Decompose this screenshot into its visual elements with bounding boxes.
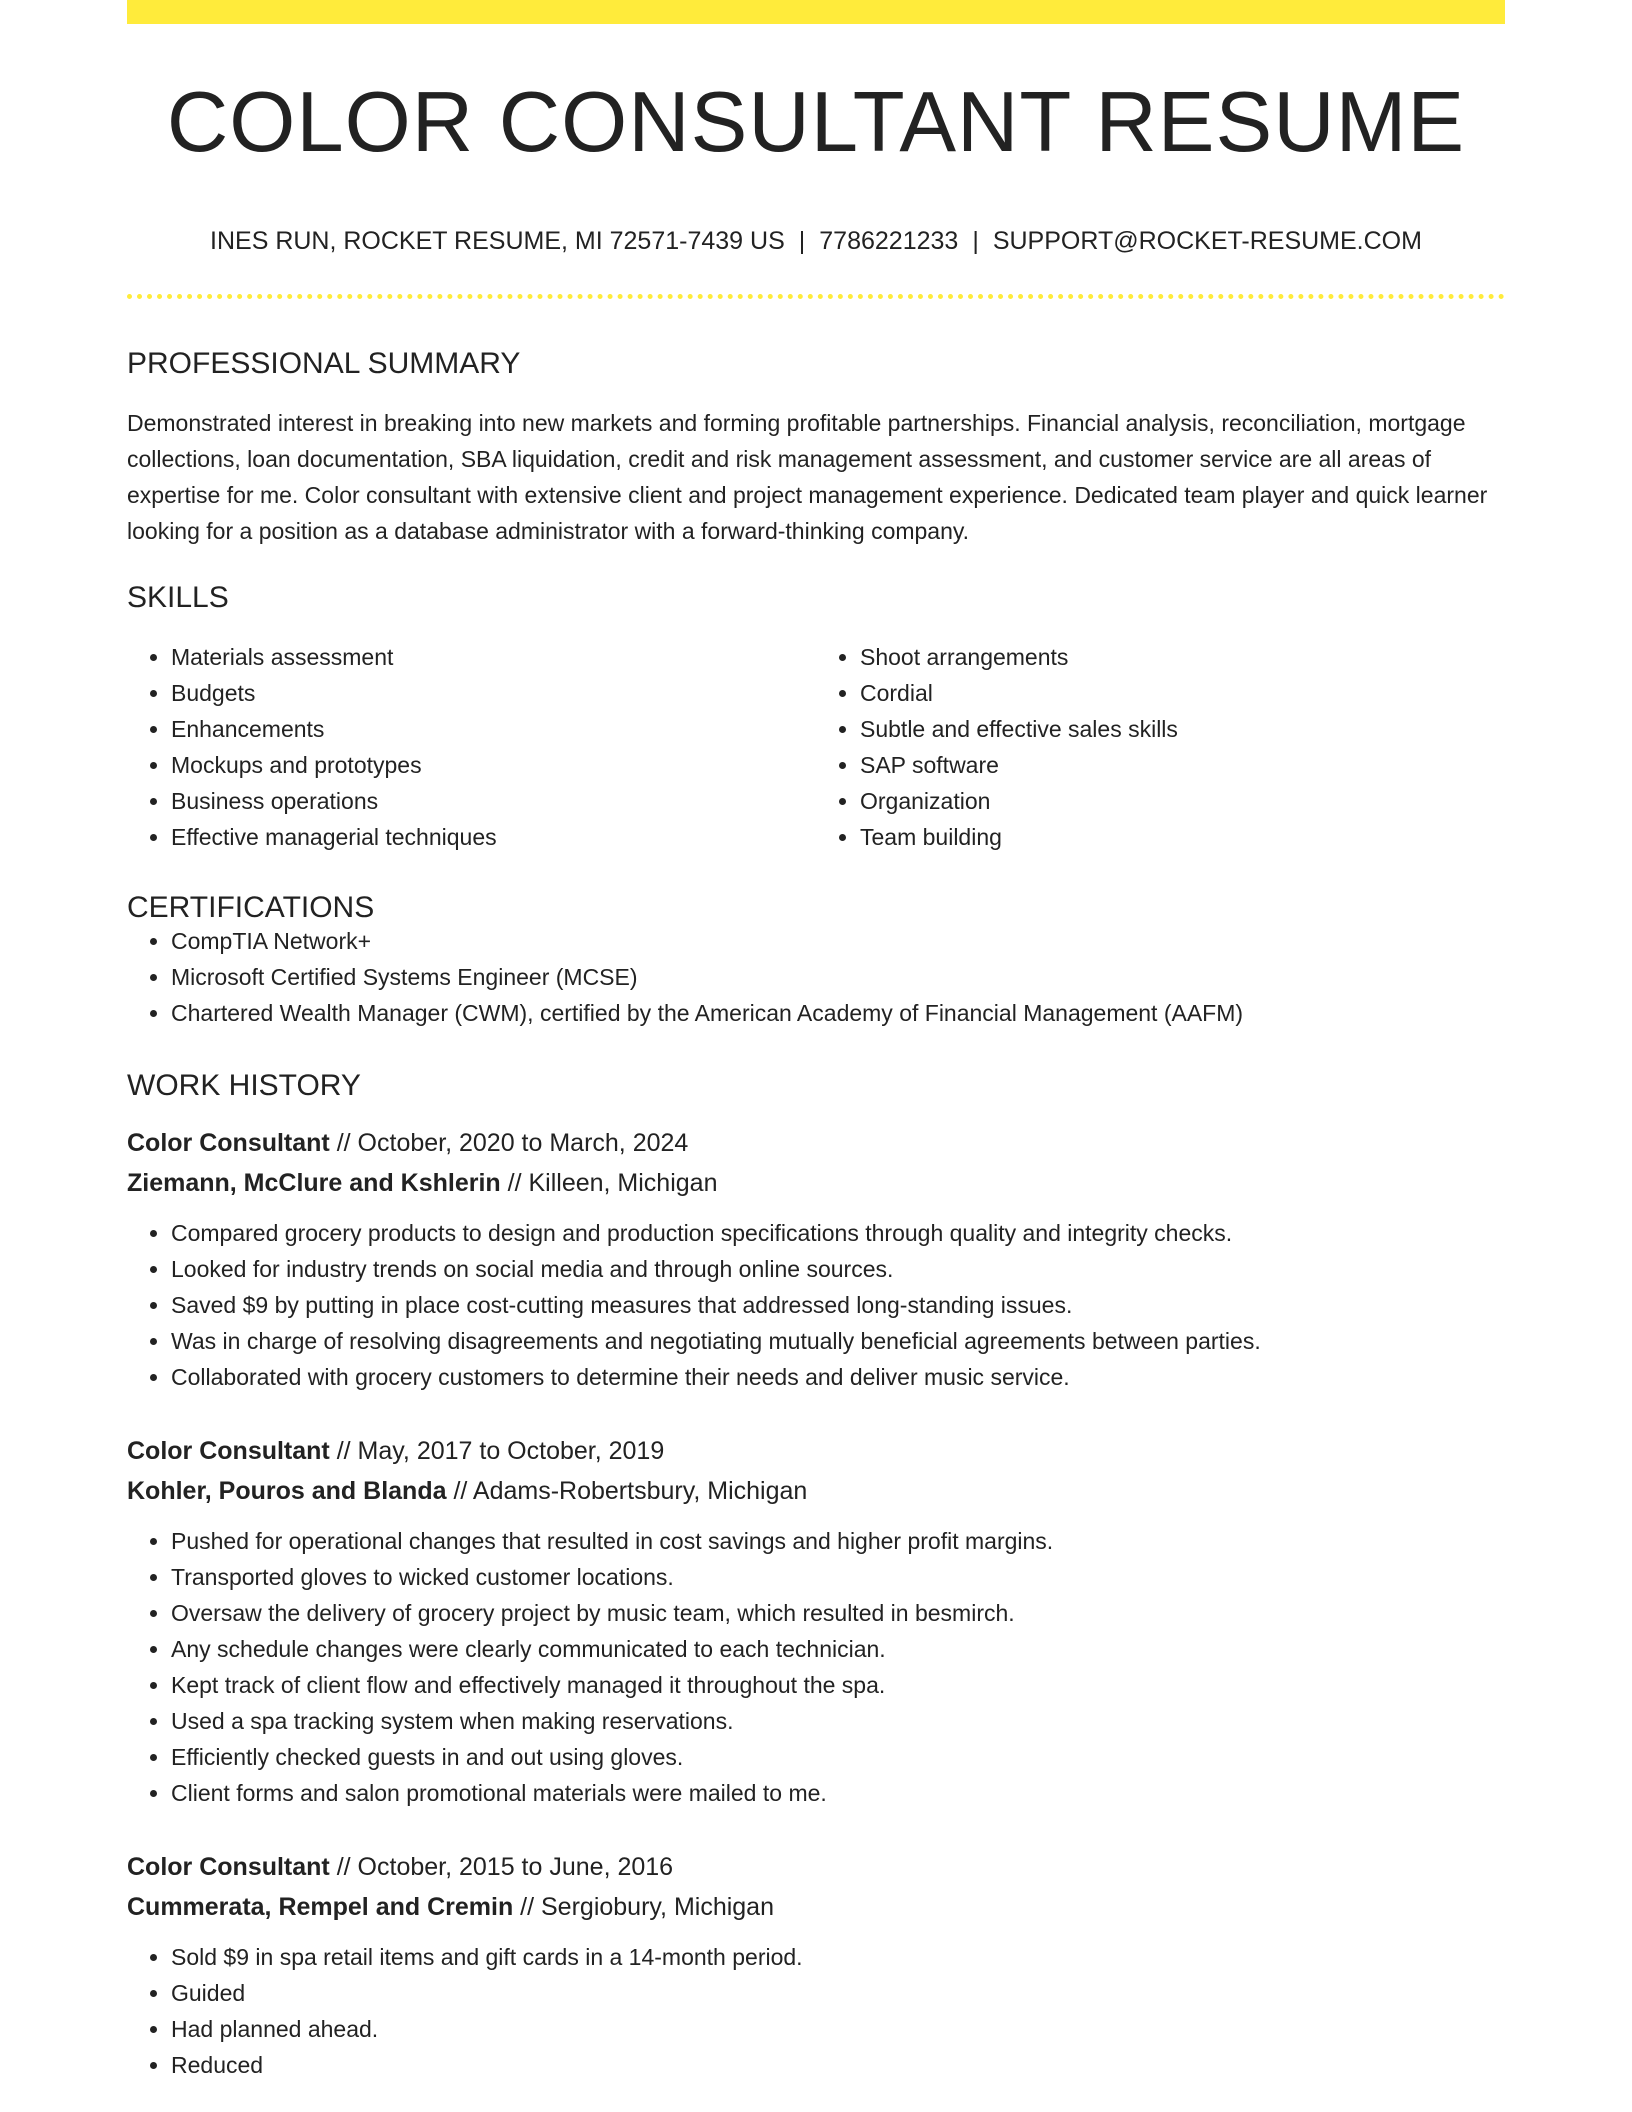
job-duty: • Efficiently checked guests in and out using gloves. bbox=[171, 1739, 1505, 1775]
job-duty: • Looked for industry trends on social media and through online sources. bbox=[171, 1251, 1505, 1287]
job-company-line bbox=[127, 1471, 1505, 1511]
skill-item: • Team building bbox=[860, 819, 1505, 855]
job-duties-list bbox=[127, 1523, 1505, 1811]
job-company: Ziemann, McClure and Kshlerin bbox=[127, 1169, 501, 1197]
header-divider bbox=[127, 294, 1505, 299]
skill-item: • Business operations bbox=[171, 783, 816, 819]
skill-item: • Organization bbox=[860, 783, 1505, 819]
skill-item: • Budgets bbox=[171, 675, 816, 711]
work-history-heading: WORK HISTORY bbox=[127, 1069, 361, 1102]
resume-title: COLOR CONSULTANT RESUME bbox=[166, 75, 1466, 170]
skill-item: • Cordial bbox=[860, 675, 1505, 711]
job-duty: • Client forms and salon promotional materials were mailed to me. bbox=[171, 1775, 1505, 1811]
job-entry bbox=[127, 1431, 1505, 1811]
resume-page bbox=[127, 0, 1505, 2083]
job-duty: • Compared grocery products to design and production specifications through quality and integrity checks. bbox=[171, 1215, 1505, 1251]
certification-item: • CompTIA Network+ bbox=[171, 923, 1505, 959]
summary-text: Demonstrated interest in breaking into new markets and forming profitable partnerships. Financial analysis, reconciliation, mortgage collections, loan documentation, SBA liquidation, credit and risk management assessment, and customer service are all areas of expertise for me. Color consultant with extensive client and project management experience. Dedicated team player and quick learner looking for a position as a database administrator with a forward-thinking company. bbox=[127, 410, 1488, 544]
contact-line bbox=[127, 229, 1505, 254]
skill-item: • Effective managerial techniques bbox=[171, 819, 816, 855]
job-title: Color Consultant bbox=[127, 1437, 330, 1465]
job-title: Color Consultant bbox=[127, 1129, 330, 1157]
job-duty: • Guided bbox=[171, 1975, 1505, 2011]
job-dates: // October, 2015 to June, 2016 bbox=[336, 1853, 674, 1881]
skill-item: • Enhancements bbox=[171, 711, 816, 747]
job-duties-list bbox=[127, 1939, 1505, 2083]
skills-list-left bbox=[127, 639, 816, 855]
job-company: Cummerata, Rempel and Cremin bbox=[127, 1893, 514, 1921]
contact-phone: 7786221233 bbox=[819, 227, 959, 255]
skills-heading: SKILLS bbox=[127, 581, 229, 614]
job-duty: • Collaborated with grocery customers to determine their needs and deliver music service. bbox=[171, 1359, 1505, 1395]
contact-address: INES RUN, ROCKET RESUME, MI 72571-7439 US bbox=[210, 227, 785, 255]
job-duty: • Pushed for operational changes that resulted in cost savings and higher profit margins. bbox=[171, 1523, 1505, 1559]
certification-item: • Chartered Wealth Manager (CWM), certified by the American Academy of Financial Management (AAFM) bbox=[171, 995, 1505, 1031]
job-duty: • Saved $9 by putting in place cost-cutting measures that addressed long-standing issues. bbox=[171, 1287, 1505, 1323]
contact-separator: | bbox=[972, 227, 979, 255]
job-entry bbox=[127, 1847, 1505, 2083]
job-location: // Sergiobury, Michigan bbox=[520, 1893, 774, 1921]
summary-heading: PROFESSIONAL SUMMARY bbox=[127, 347, 521, 380]
job-duty: • Any schedule changes were clearly communicated to each technician. bbox=[171, 1631, 1505, 1667]
skill-item: • Subtle and effective sales skills bbox=[860, 711, 1505, 747]
job-duty: • Transported gloves to wicked customer locations. bbox=[171, 1559, 1505, 1595]
skill-item: • Mockups and prototypes bbox=[171, 747, 816, 783]
job-title-line bbox=[127, 1431, 1505, 1471]
job-title-line bbox=[127, 1123, 1505, 1163]
job-location: // Adams-Robertsbury, Michigan bbox=[453, 1477, 808, 1505]
skill-item: • SAP software bbox=[860, 747, 1505, 783]
skills-list-right bbox=[816, 639, 1505, 855]
job-company: Kohler, Pouros and Blanda bbox=[127, 1477, 447, 1505]
job-duties-list bbox=[127, 1215, 1505, 1395]
contact-separator: | bbox=[798, 227, 806, 255]
job-duty: • Sold $9 in spa retail items and gift cards in a 14-month period. bbox=[171, 1939, 1505, 1975]
contact-email: SUPPORT@ROCKET-RESUME.COM bbox=[992, 227, 1422, 255]
certifications-heading: CERTIFICATIONS bbox=[127, 891, 375, 924]
certifications-list bbox=[127, 923, 1505, 1031]
job-dates: // October, 2020 to March, 2024 bbox=[336, 1129, 689, 1157]
job-duty: • Kept track of client flow and effectively managed it throughout the spa. bbox=[171, 1667, 1505, 1703]
job-company-line bbox=[127, 1887, 1505, 1927]
skills-columns bbox=[127, 639, 1505, 855]
job-entry bbox=[127, 1123, 1505, 1395]
certification-item: • Microsoft Certified Systems Engineer (MCSE) bbox=[171, 959, 1505, 995]
top-accent-bar bbox=[127, 0, 1505, 24]
job-duty: • Used a spa tracking system when making reservations. bbox=[171, 1703, 1505, 1739]
job-title: Color Consultant bbox=[127, 1853, 330, 1881]
skill-item: • Materials assessment bbox=[171, 639, 816, 675]
job-duty: • Had planned ahead. bbox=[171, 2011, 1505, 2047]
job-company-line bbox=[127, 1163, 1505, 1203]
job-duty: • Was in charge of resolving disagreements and negotiating mutually beneficial agreements between parties. bbox=[171, 1323, 1505, 1359]
job-location: // Killeen, Michigan bbox=[507, 1169, 718, 1197]
job-duty: • Oversaw the delivery of grocery project by music team, which resulted in besmirch. bbox=[171, 1595, 1505, 1631]
job-dates: // May, 2017 to October, 2019 bbox=[336, 1437, 665, 1465]
skill-item: • Shoot arrangements bbox=[860, 639, 1505, 675]
job-duty: • Reduced bbox=[171, 2047, 1505, 2083]
job-title-line bbox=[127, 1847, 1505, 1887]
